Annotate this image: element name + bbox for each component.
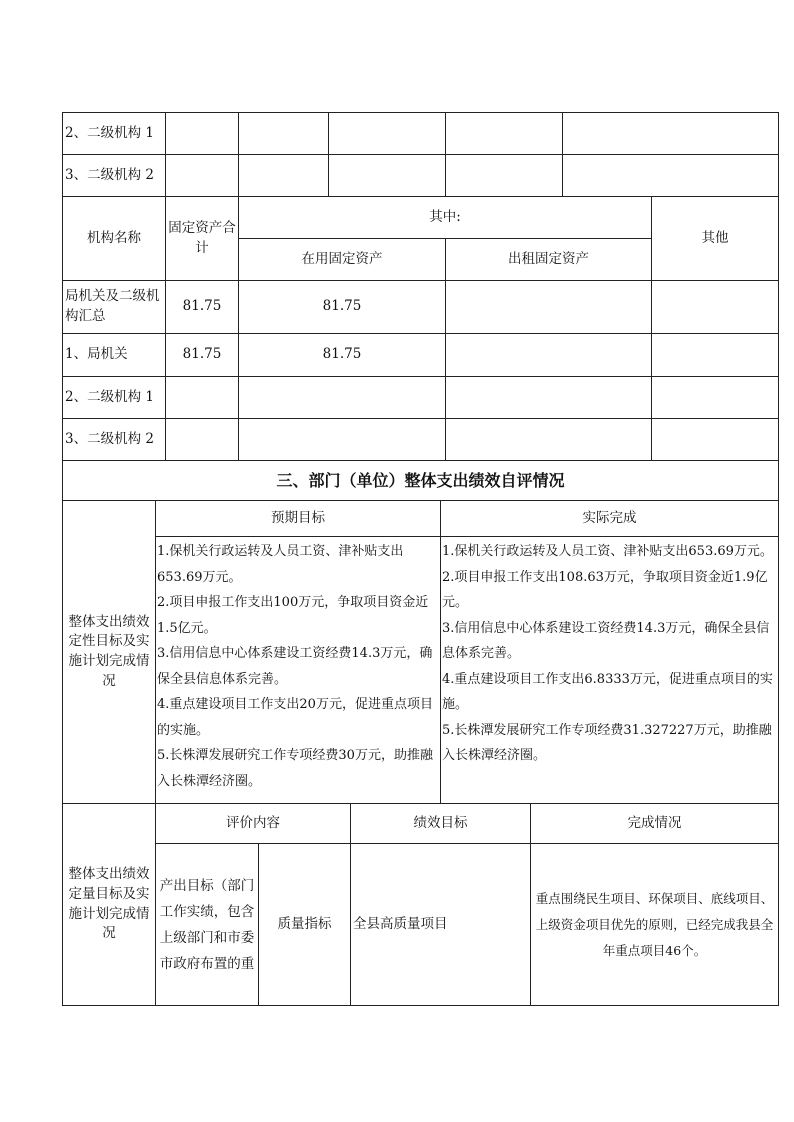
expected-header: 预期目标 [156, 501, 441, 537]
header-of-which: 其中: [239, 197, 652, 239]
table-row [63, 419, 779, 461]
category-cell: 产出目标（部门工作实绩，包含上级部门和市委市政府布置的重 [156, 844, 259, 1006]
rented-cell [446, 419, 652, 461]
in-use-cell [239, 419, 446, 461]
target-header: 绩效目标 [351, 804, 531, 844]
org-name-cell: 2、二级机构 1 [63, 113, 166, 155]
quantitative-table [62, 803, 779, 1006]
goal-item: 1.保机关行政运转及人员工资、津补贴支出653.69万元。 [157, 544, 404, 585]
top-rows-table [62, 112, 779, 197]
total-cell: 81.75 [166, 281, 239, 334]
table-row [63, 281, 779, 334]
section-title: 三、部门（单位）整体支出绩效自评情况 [63, 461, 779, 501]
header-row [63, 197, 779, 239]
goal-item: 3.信用信息中心体系建设工资经费14.3万元，确保全县信息体系完善。 [157, 646, 433, 687]
rented-cell [446, 377, 652, 419]
expected-goals [156, 537, 441, 804]
actual-results [441, 537, 779, 804]
fixed-assets-table [62, 196, 779, 461]
rented-cell [446, 334, 652, 377]
rented-cell [446, 281, 652, 334]
done-cell: 重点围绕民生项目、环保项目、底线项目、上级资金项目优先的原则，已经完成我县全年重点项目46个。 [531, 844, 779, 1006]
total-cell [166, 377, 239, 419]
org-name-cell: 局机关及二级机构汇总 [63, 281, 166, 334]
goal-item: 2.项目申报工作支出100万元，争取项目资金近1.5亿元。 [157, 595, 429, 636]
header-org-name: 机构名称 [63, 197, 166, 281]
other-cell [652, 377, 779, 419]
other-cell [652, 419, 779, 461]
done-header: 完成情况 [531, 804, 779, 844]
performance-table [62, 460, 779, 804]
header-rented: 出租固定资产 [446, 239, 652, 281]
org-name-cell: 1、局机关 [63, 334, 166, 377]
in-use-cell: 81.75 [239, 334, 446, 377]
header-in-use: 在用固定资产 [239, 239, 446, 281]
result-item: 3.信用信息中心体系建设工资经费14.3万元，确保全县信息体系完善。 [442, 620, 770, 661]
result-item: 5.长株潭发展研究工作专项经费31.327227万元，助推融入长株潭经济圈。 [442, 722, 772, 763]
actual-header: 实际完成 [441, 501, 779, 537]
goal-item: 5.长株潭发展研究工作专项经费30万元，助推融入长株潭经济圈。 [157, 748, 433, 789]
total-cell [166, 419, 239, 461]
quantitative-label: 整体支出绩效定量目标及实施计划完成情况 [63, 804, 156, 1006]
goal-item: 4.重点建设项目工作支出20万元，促进重点项目的实施。 [157, 697, 433, 738]
table-row [63, 155, 779, 197]
header-fixed-total: 固定资产合计 [166, 197, 239, 281]
in-use-cell [239, 377, 446, 419]
result-item: 4.重点建设项目工作支出6.8333万元，促进重点项目的实施。 [442, 671, 773, 712]
result-item: 2.项目申报工作支出108.63万元，争取项目资金近1.9亿元。 [442, 569, 768, 610]
org-name-cell: 3、二级机构 2 [63, 419, 166, 461]
target-cell: 全县高质量项目 [351, 844, 531, 1006]
qualitative-label: 整体支出绩效定性目标及实施计划完成情况 [63, 501, 156, 804]
table-row [63, 334, 779, 377]
org-name-cell: 2、二级机构 1 [63, 377, 166, 419]
org-name-cell: 3、二级机构 2 [63, 155, 166, 197]
other-cell [652, 281, 779, 334]
header-other: 其他 [652, 197, 779, 281]
table-row [63, 844, 779, 1006]
indicator-cell: 质量指标 [259, 844, 351, 1006]
table-row [63, 377, 779, 419]
result-item: 1.保机关行政运转及人员工资、津补贴支出653.69万元。 [442, 544, 773, 559]
total-cell: 81.75 [166, 334, 239, 377]
other-cell [652, 334, 779, 377]
eval-header: 评价内容 [156, 804, 351, 844]
in-use-cell: 81.75 [239, 281, 446, 334]
table-row [63, 113, 779, 155]
